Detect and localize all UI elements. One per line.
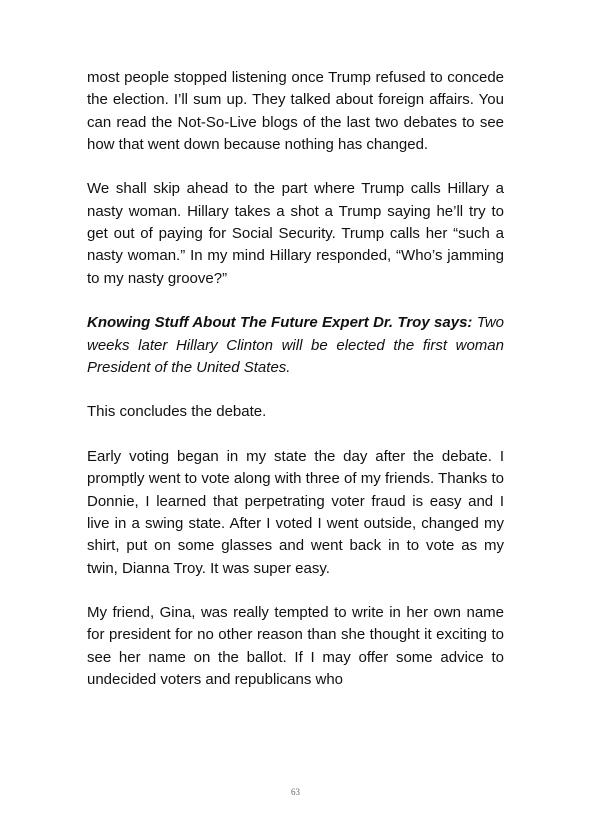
expert-label: Knowing Stuff About The Future Expert Dr. Troy says: — [87, 314, 473, 332]
page-number: 63 — [291, 787, 300, 797]
paragraph-debate-conclusion: This concludes the debate. — [87, 403, 267, 421]
paragraph-gina: My friend, Gina, was really tempted to write in her own name for president for no other reason than she thought it exciting to see her name on the ballot. If I may offer some advice to undecided voters and republicans who — [87, 604, 504, 689]
expert-text: Two weeks later Hillary Clinton will be elected the first woman President of the United States. — [87, 314, 505, 376]
paragraph-election-summary: most people stopped listening once Trump refused to concede the election. I’ll sum up. They talked about foreign affairs. You can read the Not-So-Live blogs of the last two debates to see how that went down because nothing has changed. — [87, 69, 504, 153]
paragraph-expert-prediction — [87, 312, 504, 379]
paragraph-nasty-woman: We shall skip ahead to the part where Trump calls Hillary a nasty woman. Hillary takes a shot a Trump saying he’ll try to get out of paying for Social Security. Trump calls her “such a nasty woman.” In my mind Hillary responded, “Who’s jamming to my nasty groove?” — [87, 180, 504, 287]
page-body — [87, 67, 504, 714]
paragraph-early-voting: Early voting began in my state the day after the debate. I promptly went to vote along with three of my friends. Thanks to Donnie, I learned that perpetrating voter fraud is easy and I live in a swing state. After I voted I went outside, changed my shirt, put on some glasses and went back in to vote as my twin, Dianna Troy. It was super easy. — [87, 448, 504, 577]
